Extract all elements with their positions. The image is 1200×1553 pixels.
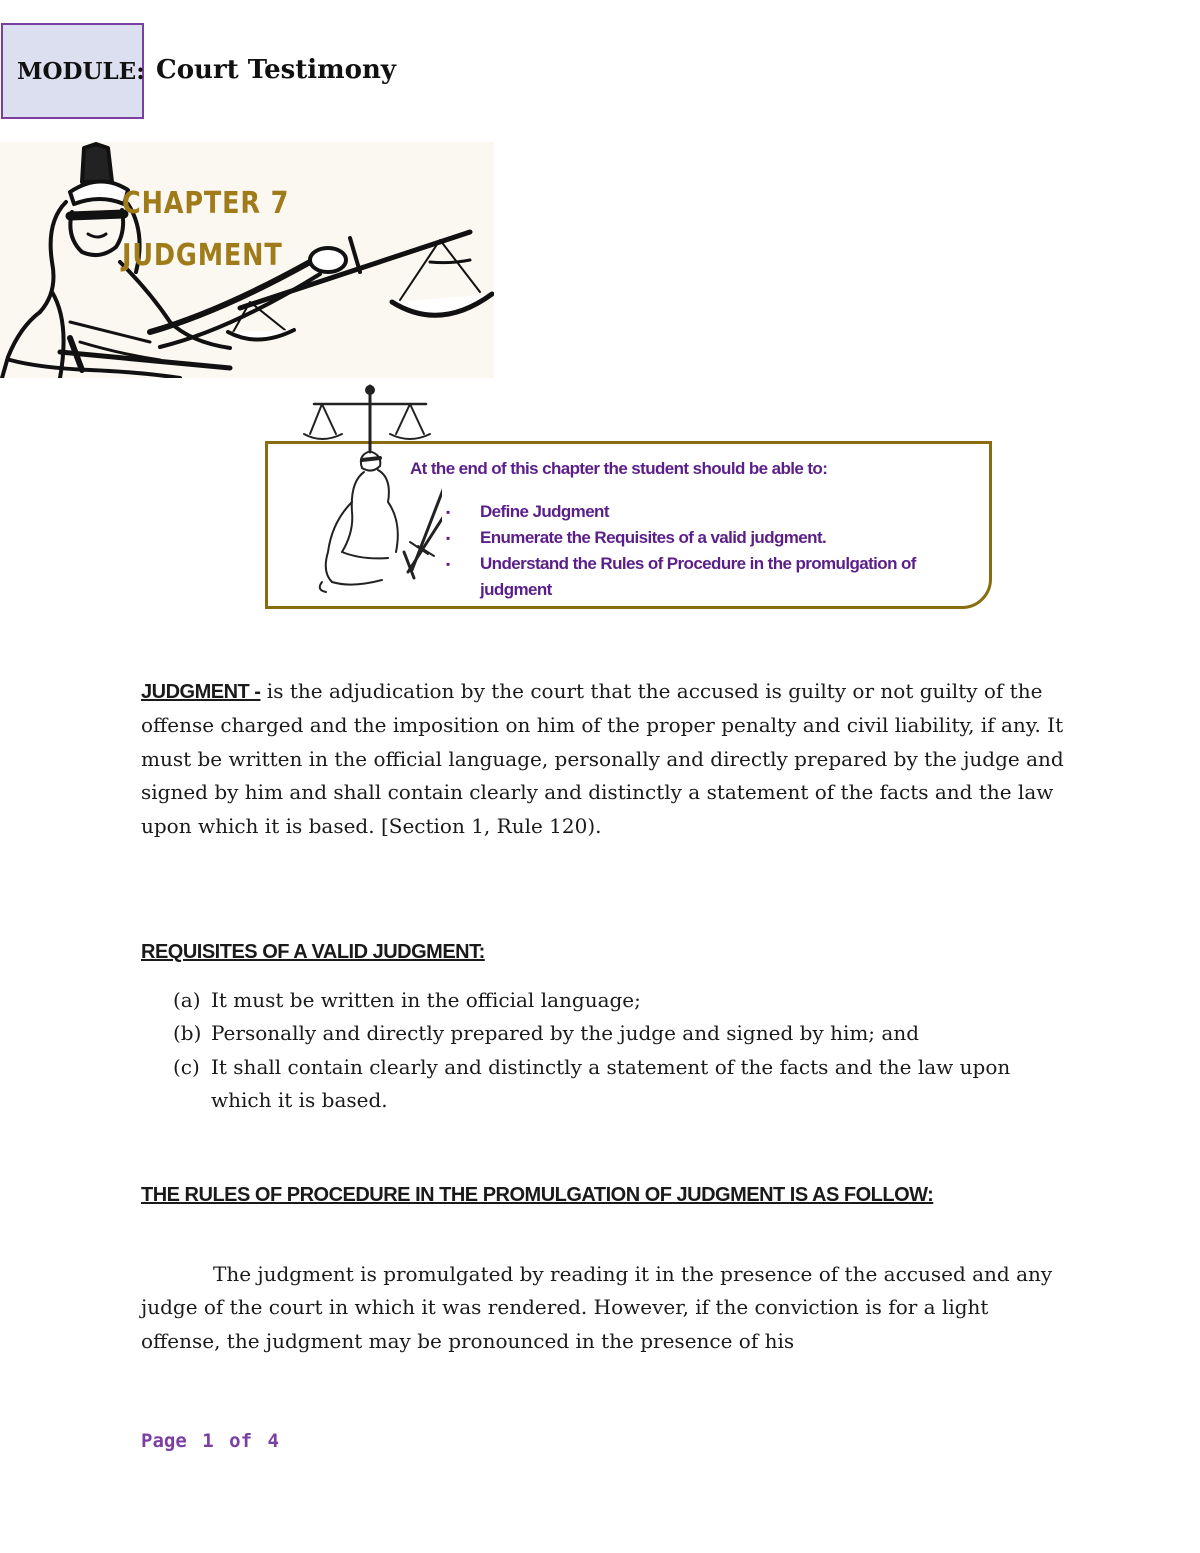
- page-label: Page: [141, 1430, 187, 1452]
- rules-paragraph: The judgment is promulgated by reading it in the presence of the accused and any judge of the court in which it was rendered. However, if the conviction is for a light offense, the judgment may be pronounced in the presence of his: [141, 1262, 1053, 1353]
- chapter-number: CHAPTER 7: [122, 186, 290, 221]
- objectives-list: [446, 499, 966, 603]
- objectives-intro: At the end of this chapter the student should be able to:: [410, 459, 828, 478]
- of-label: of: [229, 1430, 253, 1452]
- requisite-text: It must be written in the official language;: [211, 988, 641, 1012]
- chapter-title: JUDGMENT: [122, 238, 283, 273]
- requisite-marker: (b): [173, 1021, 202, 1046]
- requisite-marker: (c): [173, 1054, 200, 1079]
- requisites-heading: REQUISITES OF A VALID JUDGMENT:: [141, 941, 485, 963]
- lady-justice-icon: [292, 382, 442, 601]
- requisite-text: It shall contain clearly and distinctly a statement of the facts and the law upon which it is based.: [211, 1054, 1011, 1113]
- objective-item: ▪ Understand the Rules of Procedure in the promulgation of judgment: [446, 551, 966, 603]
- page-total: 4: [267, 1430, 279, 1452]
- module-title: Court Testimony: [156, 55, 396, 85]
- chapter-heading: [122, 178, 289, 282]
- requisite-text: Personally and directly prepared by the judge and signed by him; and: [211, 1021, 920, 1046]
- requisites-list: [173, 984, 1053, 1118]
- judgment-definition: [141, 675, 1071, 843]
- requisite-item: [173, 1051, 1053, 1118]
- page-number: [141, 1430, 279, 1452]
- page-current: 1: [202, 1430, 214, 1452]
- judgment-term: JUDGMENT -: [141, 681, 261, 703]
- requisite-item: [173, 984, 1053, 1017]
- judgment-definition-text: is the adjudication by the court that the accused is guilty or not guilty of the offense charged and the imposition on him of the proper penalty and civil liability, if any. It must be written in the official language, personally and directly prepared by the judge and signed by him and shall contain clearly and distinctly a statement of the facts and the law upon which it is based. [Section 1, Rule 120).: [141, 679, 1064, 838]
- objective-item: ▪ Enumerate the Requisites of a valid judgment.: [446, 525, 966, 551]
- requisite-marker: (a): [173, 988, 201, 1012]
- rules-heading: THE RULES OF PROCEDURE IN THE PROMULGATION OF JUDGMENT IS AS FOLLOW:: [141, 1184, 934, 1206]
- requisite-item: [173, 1017, 1053, 1050]
- module-label: MODULE:: [17, 58, 145, 85]
- objective-item: ▪ Define Judgment: [446, 499, 966, 525]
